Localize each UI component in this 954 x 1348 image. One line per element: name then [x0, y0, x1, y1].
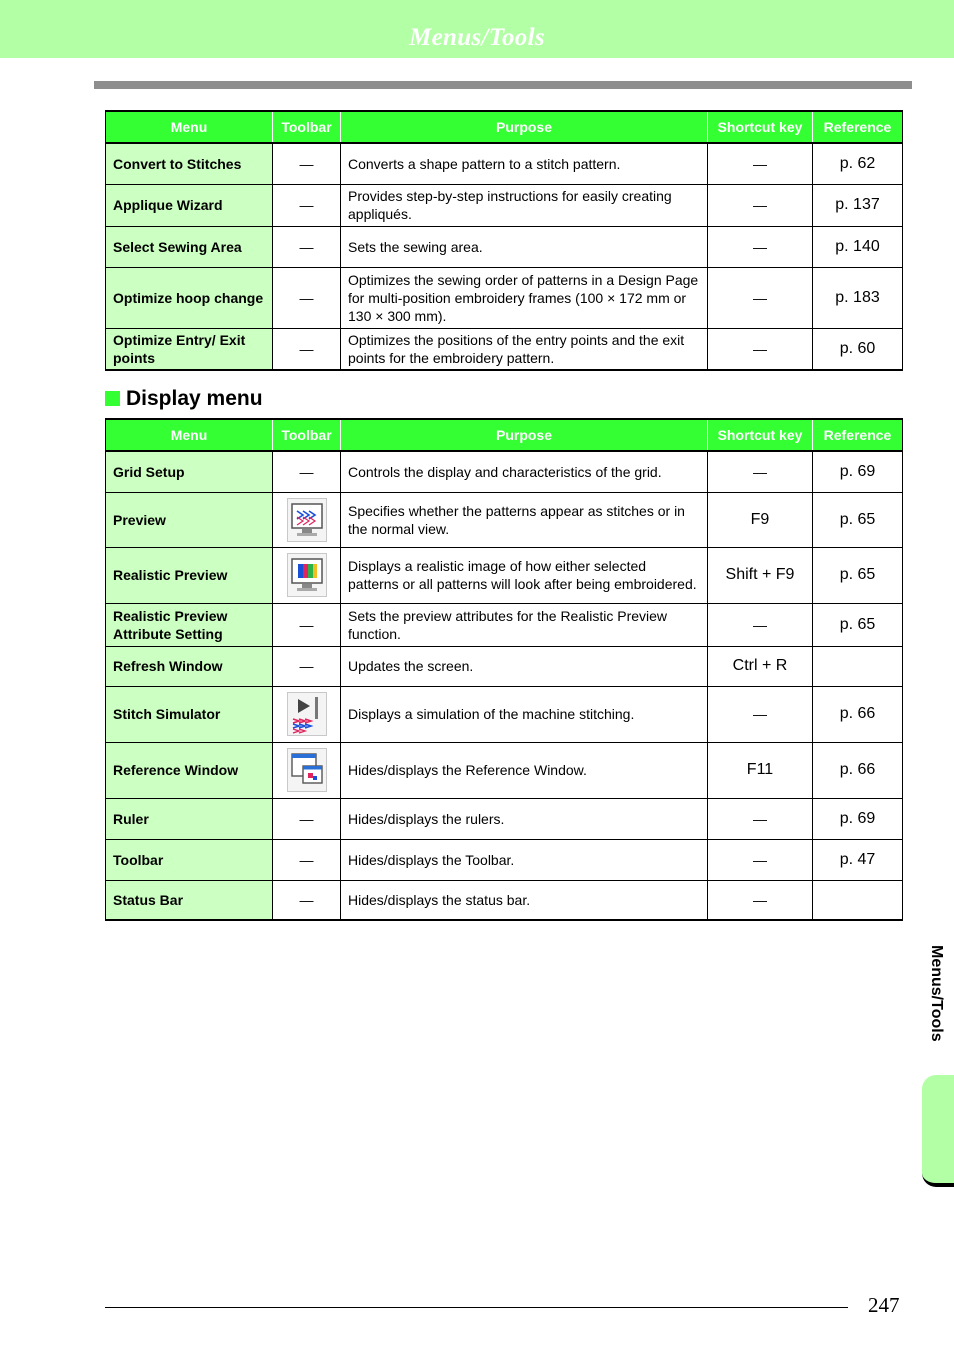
menu-name: Select Sewing Area: [106, 226, 273, 267]
col-header-shortcut: Shortcut key: [708, 419, 813, 451]
purpose-cell: Controls the display and characteristics of the grid.: [341, 451, 708, 492]
reference-cell: p. 137: [813, 184, 903, 226]
toolbar-cell: [273, 492, 341, 547]
footer-rule: [105, 1307, 848, 1308]
shortcut-cell: —: [708, 328, 813, 370]
toolbar-cell: —: [273, 880, 341, 920]
table-row: [106, 880, 903, 920]
reference-cell: [813, 646, 903, 686]
section-title: Display menu: [126, 387, 263, 410]
col-header-toolbar: Toolbar: [273, 111, 341, 143]
side-tab-label: Menus/Tools: [928, 945, 945, 1042]
section-heading: [105, 386, 263, 412]
menu-name: Ruler: [106, 798, 273, 839]
menu-name: Convert to Stitches: [106, 143, 273, 184]
col-header-purpose: Purpose: [341, 419, 708, 451]
shortcut-cell: —: [708, 267, 813, 328]
purpose-cell: Provides step-by-step instructions for easily creating appliqués.: [341, 184, 708, 226]
reference-cell: p. 65: [813, 547, 903, 603]
section-bullet-icon: [105, 391, 120, 406]
purpose-cell: Displays a realistic image of how either selected patterns or all patterns will look after being embroidered.: [341, 547, 708, 603]
purpose-cell: Optimizes the sewing order of patterns in a Design Page for multi-position embroidery frames (100 × 172 mm or 130 × 300 mm).: [341, 267, 708, 328]
table-row: [106, 646, 903, 686]
table-row: [106, 547, 903, 603]
reference-cell: p. 69: [813, 451, 903, 492]
purpose-cell: Hides/displays the status bar.: [341, 880, 708, 920]
purpose-cell: Hides/displays the Reference Window.: [341, 742, 708, 798]
toolbar-cell: —: [273, 798, 341, 839]
header-rule: [94, 81, 912, 89]
toolbar-cell: —: [273, 226, 341, 267]
reference-cell: p. 65: [813, 492, 903, 547]
menu-name: Reference Window: [106, 742, 273, 798]
menu-name: Refresh Window: [106, 646, 273, 686]
col-header-toolbar: Toolbar: [273, 419, 341, 451]
shortcut-cell: —: [708, 798, 813, 839]
toolbar-cell: [273, 686, 341, 742]
shortcut-cell: —: [708, 880, 813, 920]
purpose-cell: Sets the sewing area.: [341, 226, 708, 267]
menu-name: Realistic Preview Attribute Setting: [106, 603, 273, 646]
page-header: [0, 0, 954, 58]
table-row: [106, 267, 903, 328]
stitch-simulator-icon: [287, 692, 327, 736]
table-header-row: [106, 111, 903, 143]
table-row: [106, 184, 903, 226]
toolbar-cell: —: [273, 839, 341, 880]
table-row: [106, 451, 903, 492]
table-row: [106, 686, 903, 742]
table-row: [106, 492, 903, 547]
shortcut-cell: —: [708, 603, 813, 646]
purpose-cell: Hides/displays the Toolbar.: [341, 839, 708, 880]
menu-name: Stitch Simulator: [106, 686, 273, 742]
reference-cell: p. 62: [813, 143, 903, 184]
col-header-menu: Menu: [106, 111, 273, 143]
reference-cell: p. 66: [813, 686, 903, 742]
reference-cell: p. 60: [813, 328, 903, 370]
shortcut-cell: —: [708, 184, 813, 226]
purpose-cell: Displays a simulation of the machine stitching.: [341, 686, 708, 742]
col-header-purpose: Purpose: [341, 111, 708, 143]
purpose-cell: Specifies whether the patterns appear as stitches or in the normal view.: [341, 492, 708, 547]
reference-cell: p. 66: [813, 742, 903, 798]
side-tab: [922, 1075, 954, 1187]
purpose-cell: Updates the screen.: [341, 646, 708, 686]
table-row: [106, 226, 903, 267]
table-header-row: [106, 419, 903, 451]
reference-cell: [813, 880, 903, 920]
toolbar-cell: —: [273, 143, 341, 184]
toolbar-cell: —: [273, 451, 341, 492]
shortcut-cell: F11: [708, 742, 813, 798]
page-number: 247: [868, 1293, 900, 1317]
purpose-cell: Converts a shape pattern to a stitch pattern.: [341, 143, 708, 184]
reference-cell: p. 183: [813, 267, 903, 328]
shortcut-cell: —: [708, 451, 813, 492]
menu-name: Grid Setup: [106, 451, 273, 492]
menu-name: Optimize hoop change: [106, 267, 273, 328]
tools-menu-table: [105, 110, 903, 371]
menu-name: Status Bar: [106, 880, 273, 920]
reference-cell: p. 47: [813, 839, 903, 880]
display-menu-table: [105, 418, 903, 921]
purpose-cell: Hides/displays the rulers.: [341, 798, 708, 839]
shortcut-cell: —: [708, 226, 813, 267]
page-title: Menus/Tools: [409, 24, 545, 51]
col-header-shortcut: Shortcut key: [708, 111, 813, 143]
reference-cell: p. 65: [813, 603, 903, 646]
shortcut-cell: Shift + F9: [708, 547, 813, 603]
menu-name: Preview: [106, 492, 273, 547]
col-header-reference: Reference: [813, 111, 903, 143]
reference-window-icon: [287, 748, 327, 792]
menu-name: Toolbar: [106, 839, 273, 880]
shortcut-cell: —: [708, 686, 813, 742]
purpose-cell: Optimizes the positions of the entry points and the exit points for the embroidery pattern.: [341, 328, 708, 370]
realistic-preview-icon: [287, 553, 327, 597]
shortcut-cell: —: [708, 839, 813, 880]
table-row: [106, 839, 903, 880]
col-header-reference: Reference: [813, 419, 903, 451]
shortcut-cell: Ctrl + R: [708, 646, 813, 686]
reference-cell: p. 69: [813, 798, 903, 839]
toolbar-cell: —: [273, 646, 341, 686]
toolbar-cell: [273, 742, 341, 798]
table-row: [106, 328, 903, 370]
table-row: [106, 603, 903, 646]
table-row: [106, 143, 903, 184]
shortcut-cell: —: [708, 143, 813, 184]
toolbar-cell: —: [273, 603, 341, 646]
toolbar-cell: [273, 547, 341, 603]
toolbar-cell: —: [273, 328, 341, 370]
menu-name: Optimize Entry/ Exit points: [106, 328, 273, 370]
preview-icon: [287, 498, 327, 542]
purpose-cell: Sets the preview attributes for the Realistic Preview function.: [341, 603, 708, 646]
table-row: [106, 742, 903, 798]
menu-name: Applique Wizard: [106, 184, 273, 226]
col-header-menu: Menu: [106, 419, 273, 451]
toolbar-cell: —: [273, 267, 341, 328]
shortcut-cell: F9: [708, 492, 813, 547]
toolbar-cell: —: [273, 184, 341, 226]
menu-name: Realistic Preview: [106, 547, 273, 603]
table-row: [106, 798, 903, 839]
reference-cell: p. 140: [813, 226, 903, 267]
